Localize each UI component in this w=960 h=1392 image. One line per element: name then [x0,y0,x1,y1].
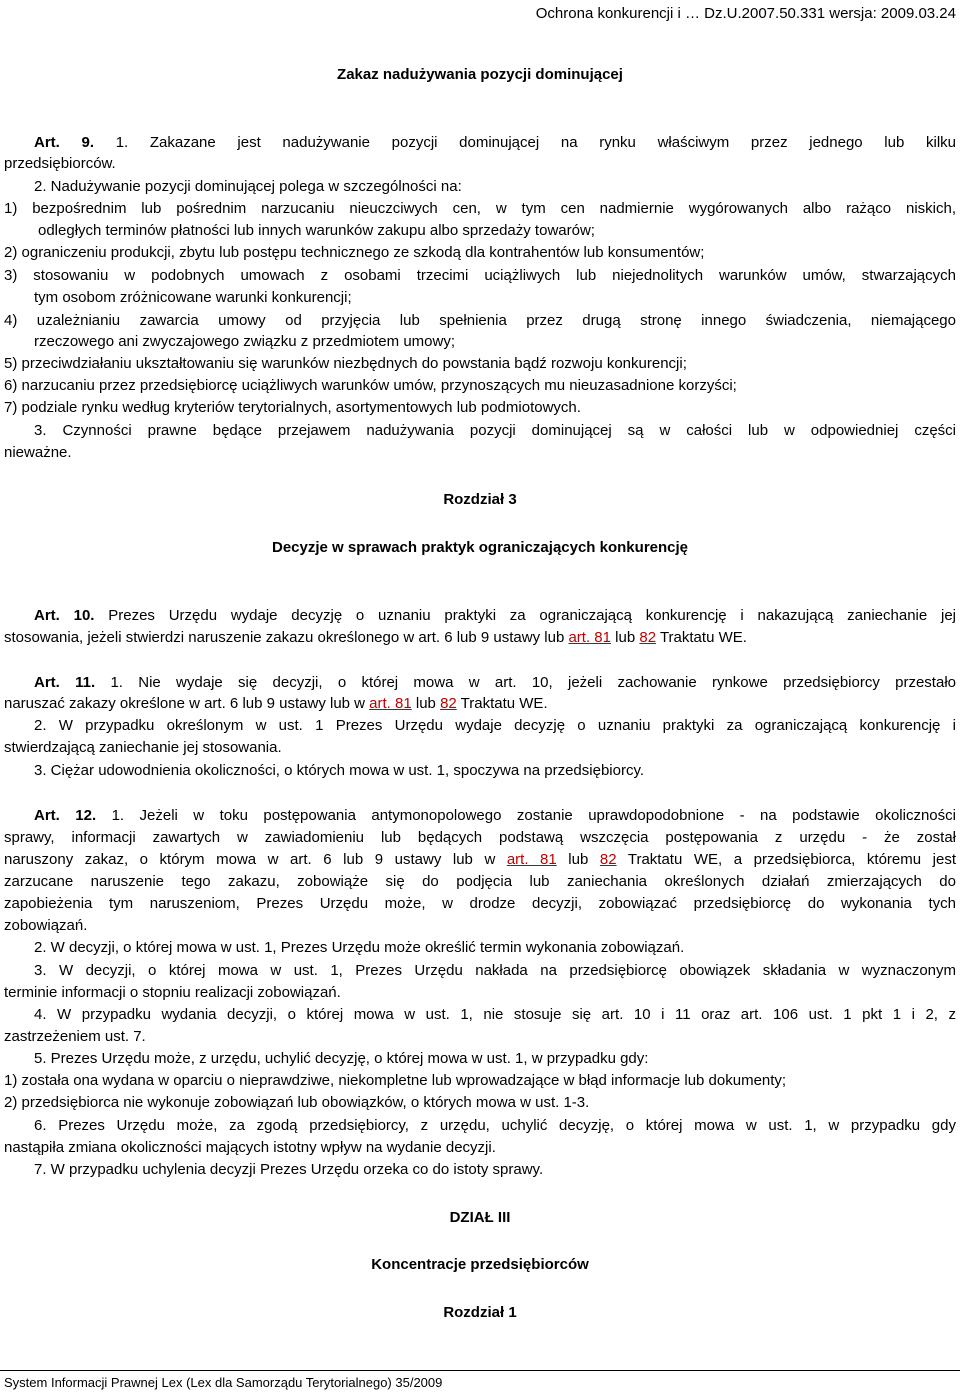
art9-point4: 4) uzależnianiu zawarcia umowy od przyjęcia lub spełnienia przez drugą stronę innego świadczenia, niemającego [4,312,956,329]
art12-para3: 3. W decyzji, o której mowa w ust. 1, Prezes Urzędu nakłada na przedsiębiorcę obowiązek składania w wyznaczonym [34,962,956,979]
link-art-81[interactable]: art. 81 [369,695,412,712]
art11-heading: Art. 11. [34,674,96,691]
link-art-81[interactable]: art. 81 [568,629,611,646]
art9-point4-cont: rzeczowego ani zwyczajowego związku z przedmiotem umowy; [34,333,455,350]
art12-para2: 2. W decyzji, o której mowa w ust. 1, Prezes Urzędu może określić termin wykonania zobowiązań. [34,939,685,956]
section-title: Zakaz nadużywania pozycji dominującej [337,66,623,83]
art9-point5: 5) przeciwdziałaniu ukształtowaniu się warunków niezbędnych do powstania bądź rozwoju konkurencji; [4,355,687,372]
link-art-81[interactable]: art. 81 [506,851,557,868]
art11-para2: 2. W przypadku określonym w ust. 1 Prezes Urzędu wydaje decyzję o uznaniu praktyki za ograniczającą konkurencję i [34,717,956,734]
art9-line1: Art. 9. 1. Zakazane jest nadużywanie pozycji dominującej na rynku właściwym przez jednego lub kilku [4,133,956,153]
division-title: Koncentracje przedsiębiorców [371,1256,589,1273]
art12-para7: 7. W przypadku uchylenia decyzji Prezes Urzędu orzeka co do istoty sprawy. [34,1161,544,1178]
art9-point7: 7) podziale rynku według kryteriów terytorialnych, asortymentowych lub podmiotowych. [4,399,581,416]
art12-point2: 2) przedsiębiorca nie wykonuje zobowiązań lub obowiązków, o których mowa w ust. 1-3. [4,1094,590,1111]
art12-point1: 1) została ona wydana w oparciu o nieprawdziwe, niekompletne lub wprowadzające w błąd informacje lub dokumenty; [4,1072,787,1089]
art10-heading: Art. 10. [34,607,95,624]
art12-line3: naruszony zakaz, o którym mowa w art. 6 lub 9 ustawy lub w art. 81 lub 82 Traktatu WE, a przedsiębiorca, któremu jest [4,851,956,868]
running-header: Ochrona konkurencji i … Dz.U.2007.50.331 wersja: 2009.03.24 [535,5,956,22]
art11-line1: Art. 11. 1. Nie wydaje się decyzji, o której mowa w art. 10, jeżeli zachowanie rynkowe przedsiębiorcy przestało [4,673,956,693]
art11-para3: 3. Ciężar udowodnienia okoliczności, o których mowa w ust. 1, spoczywa na przedsiębiorcy. [34,762,645,779]
footer-divider [0,1370,960,1371]
art9-point3-cont: tym osobom zróżnicowane warunki konkurencji; [34,289,352,306]
art12-heading: Art. 12. [34,807,97,824]
art12-para3-cont: terminie informacji o stopniu realizacji zobowiązań. [4,984,341,1001]
art9-point2: 2) ograniczeniu produkcji, zbytu lub postępu technicznego ze szkodą dla kontrahentów lub konsumentów; [4,244,705,261]
art9-line2: przedsiębiorców. [4,155,116,172]
art9-point6: 6) narzucaniu przez przedsiębiorcę uciążliwych warunków umów, przynoszących mu nieuzasadnione korzyści; [4,377,737,394]
running-footer: System Informacji Prawnej Lex (Lex dla Samorządu Terytorialnego) 35/2009 [4,1375,443,1390]
art12-para5: 5. Prezes Urzędu może, z urzędu, uchylić decyzję, o której mowa w ust. 1, w przypadku gdy: [34,1050,649,1067]
chapter-title: Decyzje w sprawach praktyk ograniczających konkurencję [271,539,689,556]
art12-para4-cont: zastrzeżeniem ust. 7. [4,1028,146,1045]
art12-line1: Art. 12. 1. Jeżeli w toku postępowania antymonopolowego zostanie uprawdopodobnione - na podstawie okoliczności [4,806,956,826]
art9-point1-cont: odległych terminów płatności lub innych warunków zakupu albo sprzedaży towarów; [38,222,595,239]
art9-point1: 1) bezpośrednim lub pośrednim narzucaniu nieuczciwych cen, w tym cen nadmiernie wygórowanych albo rażąco niskich, [4,200,956,217]
link-art-82[interactable]: 82 [639,629,657,646]
art12-para6-cont: nastąpiła zmiana okoliczności mających istotny wpływ na wydanie decyzji. [4,1139,496,1156]
art10-line2: stosowania, jeżeli stwierdzi naruszenie zakazu określonego w art. 6 lub 9 ustawy lub art. 81 lub 82 Traktatu WE. [4,629,747,646]
art12-line2: sprawy, informacji zawartych w zawiadomieniu lub będących podstawą wszczęcia postępowania z urzędu - że został [4,829,956,846]
art9-heading: Art. 9. [34,134,95,151]
link-art-82[interactable]: 82 [440,695,457,712]
chapter-heading: Rozdział 3 [443,491,517,508]
art9-para2: 2. Nadużywanie pozycji dominującej polega w szczególności na: [34,178,462,195]
art9-para3: 3. Czynności prawne będące przejawem nadużywania pozycji dominującej są w całości lub w odpowiedniej części [34,422,956,439]
link-art-82[interactable]: 82 [599,851,617,868]
division-heading: DZIAŁ III [449,1209,511,1226]
art12-line5: zapobieżenia tym naruszeniom, Prezes Urzędu może, w drodze decyzji, zobowiązać przedsiębiorcę do wykonania tych [4,895,956,912]
art11-para2-cont: stwierdzającą zaniechanie jej stosowania. [4,739,282,756]
art12-para6: 6. Prezes Urzędu może, za zgodą przedsiębiorcy, z urzędu, uchylić decyzję, o której mowa w ust. 1, w przypadku gdy [34,1117,956,1134]
art10-line1: Art. 10. Prezes Urzędu wydaje decyzję o uznaniu praktyki za ograniczającą konkurencję i nakazującą zaniechanie jej [4,606,956,626]
art12-line4: zarzucane naruszenie tego zakazu, zobowiąże się do podjęcia lub zaniechania określonych działań zmierzających do [4,873,956,890]
art11-line2: naruszać zakazy określone w art. 6 lub 9 ustawy lub w art. 81 lub 82 Traktatu WE. [4,695,548,712]
art9-point3: 3) stosowaniu w podobnych umowach z osobami trzecimi uciążliwych lub niejednolitych warunków umów, stwarzających [4,267,956,284]
art9-para3-cont: nieważne. [4,444,72,461]
art12-para4: 4. W przypadku wydania decyzji, o której mowa w ust. 1, nie stosuje się art. 10 i 11 oraz art. 106 ust. 1 pkt 1 i 2, z [34,1006,956,1023]
chapter1-heading: Rozdział 1 [443,1304,517,1321]
art12-line6: zobowiązań. [4,917,88,934]
